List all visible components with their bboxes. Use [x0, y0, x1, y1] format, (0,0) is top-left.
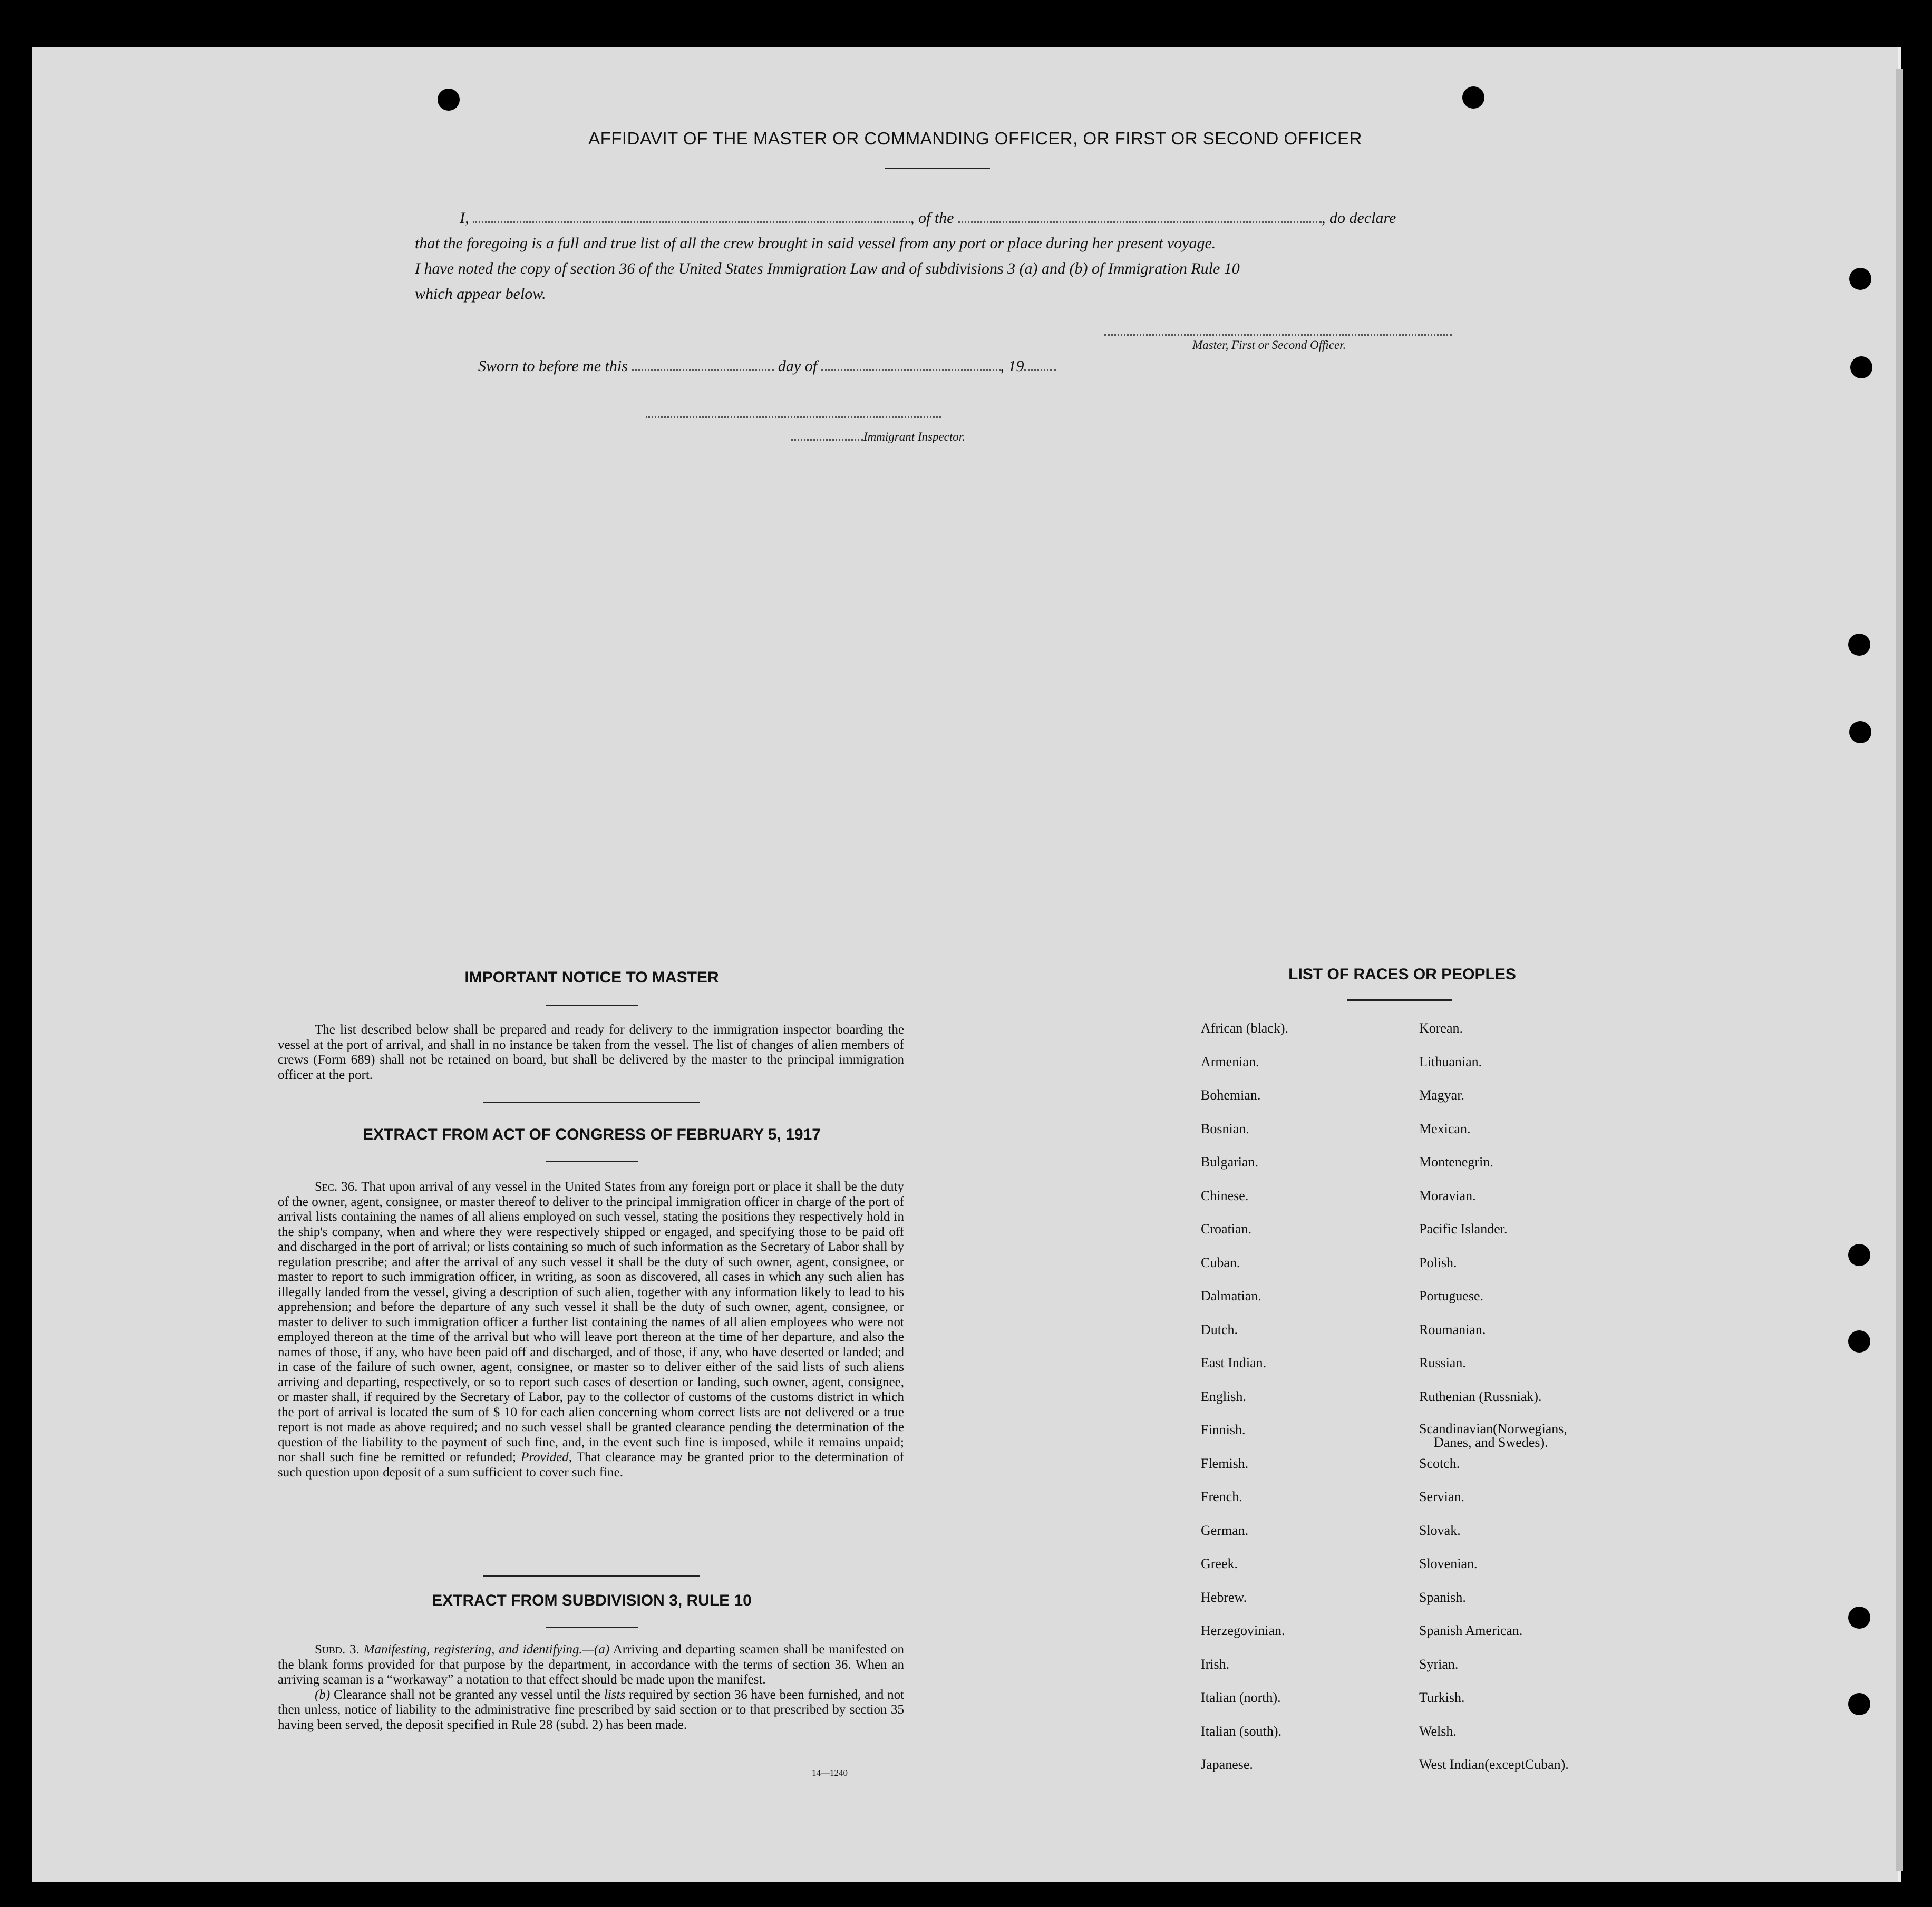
rule-a-text: Arriving and departing seamen shall be manifested on the blank forms provided for that purpose by the department, in accordance with the terms of section 36. When an arriving seaman is a “workaway” a notation to that effect should be made upon the manifest. [278, 1642, 904, 1687]
race-item: Armenian. [1201, 1054, 1259, 1069]
inspector-signature-field[interactable] [646, 406, 941, 418]
race-item: Ruthenian (Russniak). [1419, 1388, 1542, 1404]
race-item: Finnish. [1201, 1422, 1246, 1437]
declaration-line-3: I have noted the copy of section 36 of the United States Immigration Law and of subdivisions 3 (a) and (b) of Immigration Rule 10 [415, 260, 1240, 277]
sworn-label: Sworn to before me this [478, 357, 628, 375]
race-item: Korean. [1419, 1020, 1463, 1036]
declaration-line-2: that the foregoing is a full and true list of all the crew brought in said vessel from any port or place during her present voyage. [415, 235, 1216, 252]
rule-body [278, 1642, 904, 1733]
divider [546, 1627, 638, 1628]
race-item: Japanese. [1201, 1757, 1253, 1772]
declaration-block [415, 206, 1453, 307]
rule-heading: Manifesting, registering, and identifying.—(a) [363, 1642, 610, 1657]
race-item: Spanish American. [1419, 1623, 1523, 1638]
master-signature-field[interactable] [1104, 324, 1452, 336]
race-item [1419, 1422, 1569, 1456]
document-page [32, 47, 1901, 1882]
race-item: Russian. [1419, 1355, 1466, 1370]
race-item: Bulgarian. [1201, 1154, 1259, 1170]
punch-hole [1848, 1330, 1870, 1353]
race-item: Roumanian. [1419, 1321, 1486, 1337]
race-item: Welsh. [1419, 1723, 1457, 1739]
divider [546, 1005, 638, 1006]
race-item: Irish. [1201, 1656, 1230, 1672]
notice-body [278, 1023, 904, 1083]
race-item: Moravian. [1419, 1188, 1476, 1203]
inspector-label: Immigrant Inspector. [863, 430, 965, 443]
race-item: English. [1201, 1388, 1246, 1404]
race-item: Dalmatian. [1201, 1288, 1261, 1303]
race-item: Magyar. [1419, 1087, 1464, 1103]
race-item: Polish. [1419, 1254, 1457, 1270]
punch-hole [1848, 634, 1870, 656]
year-field[interactable] [1024, 369, 1056, 371]
race-item: Portuguese. [1419, 1288, 1484, 1303]
race-item: Servian. [1419, 1489, 1464, 1504]
punch-hole [1848, 1244, 1870, 1266]
race-item: East Indian. [1201, 1355, 1267, 1370]
race-item: Hebrew. [1201, 1589, 1247, 1605]
declaration-line-4: which appear below. [415, 285, 546, 303]
divider [885, 168, 990, 169]
notice-title: IMPORTANT NOTICE TO MASTER [464, 969, 719, 986]
race-item: Herzegovinian. [1201, 1623, 1285, 1638]
divider [546, 1161, 638, 1162]
races-column-1 [1201, 1020, 1288, 1791]
section-label: Sec. 36. [315, 1180, 358, 1194]
provided-label: Provided, [521, 1450, 572, 1464]
punch-hole [438, 89, 460, 111]
act-text: That upon arrival of any vessel in the United States from any foreign port or place it shall be the duty of the owner, agent, consignee, or master thereof to deliver to the principal immigration officer in charge of the port of arrival lists containing the names of all aliens employed on such vessel, stating the positions they respectively hold in the ship's company, when and where they were respectively shipped or engaged, and specifying those to be paid off and discharged in the port of arrival; or lists containing so much of such information as the Secretary of Labor shall by regulation prescribe; and after the arrival of any such vessel it shall be the duty of such owner, agent, consignee, or master to report to such immigration officer, in writing, as soon as discovered, all cases in which any such alien has illegally landed from the vessel, giving a description of such alien, together with any information likely to lead to his apprehension; and before the departure of any such vessel it shall be the duty of such owner, agent, consignee, or master to deliver to such immigration officer a further list containing the names of all alien employees who were not employed thereon at the time of the arrival but who will leave port thereon at the time of her departure, and also the names of those, if any, who have been paid off and discharged, and of those, if any, who have deserted or landed; and in case of the failure of such owner, agent, consignee, or master so to deliver either of the said lists of such aliens arriving and departing, respectively, or so to report such cases of desertion or landing, such owner, agent, consignee, or master shall, if required by the Secretary of Labor, pay to the collector of customs of the customs district in which the port of arrival is located the sum of $ 10 for each alien concerning whom correct lists are not delivered or a true report is not made as above required; and no such vessel shall be granted clearance pending the determination of the question of the liability to the payment of such fine, and, in the event such fine is imposed, while it remains unpaid; nor shall such fine be remitted or refunded; [278, 1180, 904, 1464]
punch-hole [1848, 1693, 1870, 1715]
master-signature-label: Master, First or Second Officer. [1192, 338, 1346, 352]
race-item: Bohemian. [1201, 1087, 1261, 1103]
race-item: Slovenian. [1419, 1556, 1478, 1571]
race-item: African (black). [1201, 1020, 1289, 1036]
page-edge [1896, 69, 1903, 1871]
race-item: German. [1201, 1522, 1249, 1538]
rule-b-text-1: Clearance shall not be granted any vessel until the [334, 1687, 601, 1702]
punch-hole [1462, 86, 1484, 109]
vessel-field[interactable] [958, 221, 1322, 223]
act-title: EXTRACT FROM ACT OF CONGRESS OF FEBRUARY 5, 1917 [363, 1126, 821, 1143]
year-label: , 19 [1000, 357, 1024, 375]
race-item: Greek. [1201, 1556, 1238, 1571]
form-number: 14—1240 [812, 1768, 848, 1778]
divider [1347, 999, 1452, 1001]
race-item: Pacific Islander. [1419, 1221, 1508, 1237]
of-the-label: , of the [910, 209, 954, 227]
race-item: Dutch. [1201, 1321, 1238, 1337]
declare-label: , do declare [1322, 209, 1396, 227]
races-column-2 [1419, 1020, 1569, 1791]
sworn-line [478, 357, 1056, 375]
race-item: Lithuanian. [1419, 1054, 1482, 1069]
inspector-line [791, 430, 965, 444]
notice-text: The list described below shall be prepared and ready for delivery to the immigration inspector boarding the vessel at the port of arrival, and shall in no instance be taken from the vessel. The list of changes of alien members of crews (Form 689) shall not be retained on board, but shall be delivered by the master to the principal immigration officer at the port. [278, 1023, 904, 1082]
race-item: Spanish. [1419, 1589, 1466, 1605]
act-tail: That clearance may be granted prior to the determination of such question upon deposit of a sum sufficient to cover such fine. [278, 1450, 905, 1480]
race-item: Croatian. [1201, 1221, 1252, 1237]
race-item: Montenegrin. [1419, 1154, 1493, 1170]
race-item: Slovak. [1419, 1522, 1461, 1538]
race-item: Italian (north). [1201, 1690, 1281, 1705]
punch-hole [1850, 356, 1872, 378]
rule-b-label: (b) [315, 1687, 331, 1702]
divider [483, 1102, 700, 1103]
punch-hole [1849, 268, 1871, 290]
subd-label: Subd. 3. [315, 1642, 360, 1657]
race-item: Bosnian. [1201, 1121, 1249, 1136]
race-item: Italian (south). [1201, 1723, 1282, 1739]
race-item: Turkish. [1419, 1690, 1465, 1705]
race-item: Cuban. [1201, 1254, 1240, 1270]
affidavit-title: AFFIDAVIT OF THE MASTER OR COMMANDING OFFICER, OR FIRST OR SECOND OFFICER [588, 129, 1362, 148]
day-field[interactable] [632, 369, 774, 371]
race-item: French. [1201, 1489, 1242, 1504]
race-item: Scotch. [1419, 1455, 1460, 1471]
punch-hole [1848, 1607, 1870, 1629]
month-field[interactable] [821, 369, 1001, 371]
race-item-line: Scandinavian(Norwegians, [1419, 1421, 1567, 1436]
day-of-label: day of [778, 357, 818, 375]
race-item: Syrian. [1419, 1656, 1459, 1672]
race-item: Chinese. [1201, 1188, 1249, 1203]
race-item-line: Danes, and Swedes). [1434, 1435, 1548, 1450]
declarant-label: I, [460, 209, 469, 227]
inspector-dots [791, 439, 863, 441]
race-item: Flemish. [1201, 1455, 1249, 1471]
rule-title: EXTRACT FROM SUBDIVISION 3, RULE 10 [432, 1592, 752, 1609]
name-field[interactable] [473, 221, 910, 223]
race-item: Mexican. [1419, 1121, 1471, 1136]
race-item: West Indian(exceptCuban). [1419, 1757, 1569, 1772]
rule-b-text-2: required by section 36 have been furnished, and not then unless, notice of liability to the administrative fine prescribed by said section or to that prescribed by section 35 having been served, the deposit specified in Rule 28 (subd. 2) has been made. [278, 1687, 905, 1732]
rule-b-lists: lists [604, 1687, 626, 1702]
divider [483, 1575, 700, 1577]
declaration-line-1 [415, 206, 1453, 231]
act-body [278, 1180, 904, 1480]
punch-hole [1849, 721, 1871, 743]
races-title: LIST OF RACES OR PEOPLES [1288, 966, 1516, 983]
